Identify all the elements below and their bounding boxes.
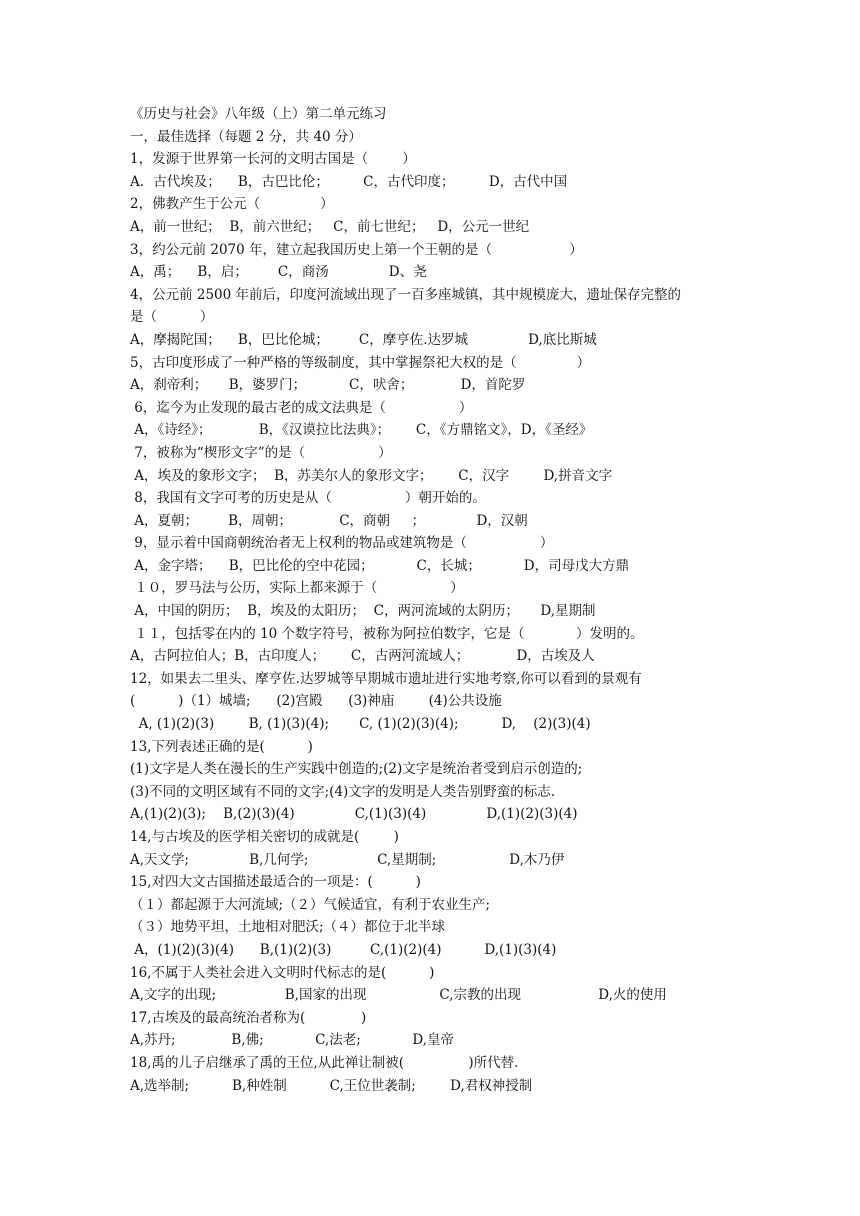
text-line: A，前一世纪； B，前六世纪； C，前七世纪； D，公元一世纪 xyxy=(130,218,530,235)
text-line: 12，如果去二里头、摩亨佐.达罗城等早期城市遗址进行实地考察,你可以看到的景观有 xyxy=(130,670,642,687)
text-line: 6，迄今为止发现的最古老的成文法典是（ ） xyxy=(130,399,473,416)
text-line: ( )（1）城墙; (2)宫殿 (3)神庙 (4)公共设施 xyxy=(130,693,502,710)
text-line: (3)不同的文明区域有不同的文字;(4)文字的发明是人类告别野蛮的标志. xyxy=(130,783,556,800)
text-line: 14,与古埃及的医学相关密切的成就是( ) xyxy=(130,829,399,845)
text-line: (1)文字是人类在漫长的生产实践中创造的;(2)文字是统治者受到启示创造的; xyxy=(130,761,583,778)
text-line: A,苏丹; B,佛; C,法老; D,皇帝 xyxy=(130,1032,454,1049)
text-line: １０，罗马法与公历，实际上都来源于（ ） xyxy=(130,580,464,597)
text-line: A, (1)(2)(3) B, (1)(3)(4); C, (1)(2)(3)(4); D, (2)(3)(4) xyxy=(130,716,591,733)
text-line: 1，发源于世界第一长河的文明古国是（ ） xyxy=(130,151,416,168)
document-title: 《历史与社会》八年级（上）第二单元练习 xyxy=(130,106,387,122)
text-line: 3，约公元前 2070 年，建立起我国历史上第一个王朝的是（ ） xyxy=(130,241,583,258)
text-line: A，《诗经》； B，《汉谟拉比法典》； C，《方鼎铭文》，D，《圣经》 xyxy=(130,422,593,439)
text-line: 5，古印度形成了一种严格的等级制度，其中掌握祭祀大权的是（ ） xyxy=(130,354,591,371)
text-line: A，摩揭陀国； B，巴比伦城； C，摩亨佐.达罗城 D,底比斯城 xyxy=(130,331,597,348)
text-line: A,文字的出现; B,国家的出现 C,宗教的出现 D,火的使用 xyxy=(130,987,667,1004)
text-line: A,选举制; B,种姓制 C,王位世袭制; D,君权神授制 xyxy=(130,1077,533,1094)
section-heading: 一，最佳选择（每题 2 分，共 40 分） xyxy=(130,128,362,145)
text-line: 17,古埃及的最高统治者称为( ) xyxy=(130,1009,367,1026)
document-body xyxy=(130,103,730,1097)
text-line: A．古代埃及； B，古巴比伦； C，古代印度； D，古代中国 xyxy=(130,173,568,190)
text-line: 8，我国有文字可考的历史是从（ ）朝开始的。 xyxy=(130,490,486,507)
text-line: 15,对四大文古国描述最适合的一项是：( ) xyxy=(130,874,421,891)
text-line: （３）地势平坦，土地相对肥沃;（４）都位于北半球 xyxy=(130,919,446,936)
text-line: 9，显示着中国商朝统治者无上权利的物品或建筑物是（ ） xyxy=(130,535,554,552)
text-line: A，夏朝； B，周朝； C，商朝 ； D，汉朝 xyxy=(130,512,528,529)
text-line: 18,禹的儿子启继承了禹的王位,从此禅让制被( )所代替. xyxy=(130,1054,519,1071)
text-line: １１，包括零在内的 10 个数字符号，被称为阿拉伯数字，它是（ ）发明的。 xyxy=(130,625,644,642)
text-line: A，古阿拉伯人；B，古印度人； C，古两河流域人； D，古埃及人 xyxy=(130,648,595,665)
text-line: 2，佛教产生于公元（ ） xyxy=(130,196,334,213)
text-line: A，中国的阴历； B，埃及的太阳历； C，两河流域的太阴历； D,星期制 xyxy=(130,603,596,620)
text-line: （１）都起源于大河流域;（２）气候适宜，有利于农业生产; xyxy=(130,896,491,913)
text-line: 是（ ） xyxy=(130,309,214,326)
text-line: 4，公元前 2500 年前后，印度河流域出现了一百多座城镇，其中规模庞大，遗址保存完整的 xyxy=(130,286,682,303)
text-line: A，刹帝利； B，婆罗门； C，吠舍； D，首陀罗 xyxy=(130,377,526,394)
text-line: A,(1)(2)(3); B,(2)(3)(4) C,(1)(3)(4) D,(1)(2)(3)(4) xyxy=(130,806,578,823)
text-line: 13,下列表述正确的是( ) xyxy=(130,738,313,755)
text-line: A，金字塔； B，巴比伦的空中花园； C，长城； D，司母戊大方鼎 xyxy=(130,557,630,574)
text-line: A，埃及的象形文字； B，苏美尔人的象形文字； C，汉字 D,拼音文字 xyxy=(130,467,613,484)
text-line: 7，被称为“楔形文字”的是（ ） xyxy=(130,444,392,461)
text-line: A，(1)(2)(3)(4) B,(1)(2)(3) C,(1)(2)(4) D,(1)(3)(4) xyxy=(130,941,557,958)
text-line: A，禹； B，启； C，商汤 D、尧 xyxy=(130,264,427,281)
text-line: 16,不属于人类社会进入文明时代标志的是( ) xyxy=(130,964,435,981)
text-line: A,天文学; B,几何学; C,星期制; D,木乃伊 xyxy=(130,851,565,868)
